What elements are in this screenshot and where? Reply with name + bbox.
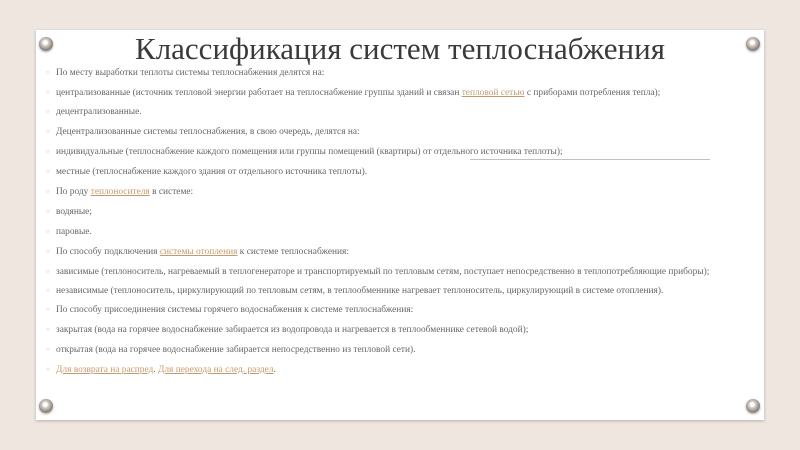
list-item: ○ открытая (вода на горячее водоснабжение забирается непосредственно из тепловой сети).	[46, 345, 726, 356]
link-heat-network[interactable]: тепловой сетью	[461, 88, 525, 98]
bullet-list	[46, 68, 726, 376]
next-section-link[interactable]: Для перехода на след. раздел	[157, 365, 274, 375]
list-item: ○ По месту выработки теплоты системы теплоснабжения делятся на:	[46, 68, 726, 79]
list-item: ○ По роду теплоносителя в системе:	[46, 187, 726, 198]
list-item: ○ Децентрализованные системы теплоснабжения, в свою очередь, делятся на:	[46, 127, 726, 138]
list-item: ○ паровые.	[46, 227, 726, 238]
slide-title: Классификация систем теплоснабжения	[135, 31, 665, 66]
list-item: ○ централизованные (источник тепловой энергии работает на теплоснабжение группы зданий и связан тепловой сетью с приборами потребления тепла);	[46, 88, 726, 99]
list-item: ○ закрытая (вода на горячее водоснабжение забирается из водопровода и нагревается в теплообменнике сетевой водой);	[46, 325, 726, 336]
pin-icon	[39, 399, 53, 413]
list-item: ○ По способу подключения системы отопления к системе теплоснабжения:	[46, 247, 726, 258]
link-heating-systems[interactable]: системы отопления	[159, 247, 238, 257]
link-coolant[interactable]: теплоносителя	[90, 187, 150, 197]
list-item: ○ децентрализованные.	[46, 107, 726, 118]
footer-nav: ○ Для возврата на распред. Для перехода на след. раздел.	[46, 365, 726, 376]
list-item: ○ независимые (теплоноситель, циркулирующий по тепловым сетям, в теплообменнике нагревает теплоноситель, циркулирующий в системе отопления).	[46, 286, 726, 297]
back-link[interactable]: Для возврата на распред	[56, 365, 154, 375]
pin-icon	[746, 399, 760, 413]
list-item: ○ водяные;	[46, 207, 726, 218]
list-item: ○ индивидуальные (теплоснабжение каждого помещения или группы помещений (квартиры) от отдельного источника теплоты);	[46, 147, 726, 158]
divider	[470, 159, 710, 160]
list-item: ○ зависимые (теплоноситель, нагреваемый в теплогенераторе и транспортируемый по тепловым сетям, поступает непосредственно в теплопотребляющие приборы);	[46, 267, 726, 278]
list-item: ○ По способу присоединения системы горячего водоснабжения к системе теплоснабжения:	[46, 305, 726, 316]
list-item: ○ местные (теплоснабжение каждого здания от отдельного источника теплоты).	[46, 167, 726, 178]
